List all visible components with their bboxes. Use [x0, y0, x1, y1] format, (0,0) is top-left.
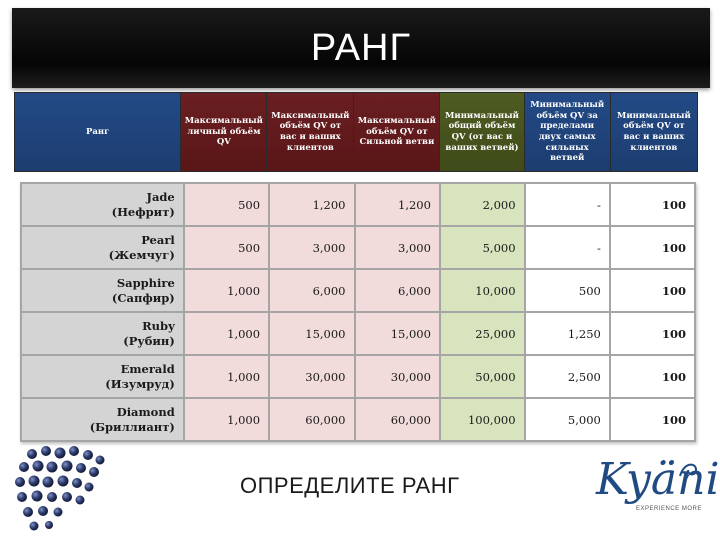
- cell-min-qv-outside-legs: 1,250: [525, 312, 610, 355]
- rank-cell: [21, 312, 184, 355]
- table-row: [21, 398, 695, 441]
- table-row: [21, 312, 695, 355]
- rank-name-ru: (Сапфир): [111, 290, 175, 305]
- rank-cell: [21, 269, 184, 312]
- cell-min-qv-outside-legs: -: [525, 226, 610, 269]
- rank-name: Jade: [146, 189, 175, 204]
- cell-max-qv-strong-leg: 30,000: [355, 355, 440, 398]
- cell-min-qv-you-clients: 100: [610, 398, 695, 441]
- cell-max-qv-you-clients: 3,000: [269, 226, 354, 269]
- cell-max-personal-qv: 1,000: [184, 355, 269, 398]
- cell-max-qv-strong-leg: 15,000: [355, 312, 440, 355]
- cell-max-qv-you-clients: 1,200: [269, 183, 354, 226]
- cell-max-qv-strong-leg: 3,000: [355, 226, 440, 269]
- rank-name: Emerald: [120, 361, 175, 376]
- cell-max-qv-you-clients: 15,000: [269, 312, 354, 355]
- cell-max-personal-qv: 500: [184, 226, 269, 269]
- rank-name: Sapphire: [116, 275, 175, 290]
- table-row: [21, 183, 695, 226]
- cell-min-qv-you-clients: 100: [610, 355, 695, 398]
- header-max-qv-you-clients: Максимальный объём QV от вас и ваших клиентов: [267, 93, 353, 171]
- header-rank: Ранг: [15, 93, 180, 171]
- rank-name-ru: (Нефрит): [111, 204, 175, 219]
- cell-min-qv-you-clients: 100: [610, 269, 695, 312]
- cell-min-total-qv: 10,000: [440, 269, 525, 312]
- cell-min-qv-outside-legs: 2,500: [525, 355, 610, 398]
- header-min-qv-you-clients: Минимальный объём QV от вас и ваших клиентов: [611, 93, 697, 171]
- cell-min-qv-you-clients: 100: [610, 226, 695, 269]
- cell-min-total-qv: 100,000: [440, 398, 525, 441]
- logo-wordmark: Kyäni: [596, 454, 720, 505]
- cell-max-personal-qv: 1,000: [184, 312, 269, 355]
- cell-max-qv-strong-leg: 60,000: [355, 398, 440, 441]
- cell-min-total-qv: 2,000: [440, 183, 525, 226]
- rank-name-ru: (Бриллиант): [89, 419, 175, 434]
- rank-cell: [21, 183, 184, 226]
- rank-name: Diamond: [116, 404, 175, 419]
- footer-caption: ОПРЕДЕЛИТЕ РАНГ: [240, 473, 460, 498]
- title-bar: [12, 8, 710, 88]
- cell-min-qv-outside-legs: 5,000: [525, 398, 610, 441]
- rank-name: Ruby: [142, 318, 175, 333]
- header-min-total-qv: Минимальный общий объём QV (от вас и ваших ветвей): [440, 93, 523, 171]
- cell-max-personal-qv: 1,000: [184, 269, 269, 312]
- cell-max-qv-you-clients: 30,000: [269, 355, 354, 398]
- cell-max-qv-strong-leg: 1,200: [355, 183, 440, 226]
- rank-table: [20, 182, 696, 442]
- cell-min-qv-you-clients: 100: [610, 183, 695, 226]
- cell-min-total-qv: 25,000: [440, 312, 525, 355]
- kyani-logo: [596, 454, 720, 518]
- table-row: [21, 355, 695, 398]
- cell-min-qv-outside-legs: -: [525, 183, 610, 226]
- rank-name-ru: (Рубин): [123, 333, 175, 348]
- cell-max-personal-qv: 1,000: [184, 398, 269, 441]
- logo-tagline: EXPERIENCE MORE: [636, 506, 702, 512]
- rank-cell: [21, 226, 184, 269]
- cell-max-personal-qv: 500: [184, 183, 269, 226]
- table-row: [21, 269, 695, 312]
- page-title: РАНГ: [310, 26, 412, 69]
- rank-name-ru: (Жемчуг): [108, 247, 175, 262]
- rank-name: Pearl: [141, 232, 175, 247]
- header-max-personal-qv: Максимальный личный объём QV: [181, 93, 266, 171]
- rank-cell: [21, 355, 184, 398]
- rank-cell: [21, 398, 184, 441]
- header-min-qv-outside-legs: Минимальный объём QV за пределами двух самых сильных ветвей: [525, 93, 610, 171]
- table-header: [14, 92, 698, 172]
- table-row: [21, 226, 695, 269]
- cell-max-qv-you-clients: 60,000: [269, 398, 354, 441]
- cell-max-qv-you-clients: 6,000: [269, 269, 354, 312]
- cell-min-qv-you-clients: 100: [610, 312, 695, 355]
- cell-min-total-qv: 50,000: [440, 355, 525, 398]
- rank-name-ru: (Изумруд): [105, 376, 175, 391]
- cell-min-total-qv: 5,000: [440, 226, 525, 269]
- blueberries-image: [10, 442, 120, 534]
- header-max-qv-strong-leg: Максимальный объём QV от Сильной ветви: [354, 93, 439, 171]
- cell-max-qv-strong-leg: 6,000: [355, 269, 440, 312]
- cell-min-qv-outside-legs: 500: [525, 269, 610, 312]
